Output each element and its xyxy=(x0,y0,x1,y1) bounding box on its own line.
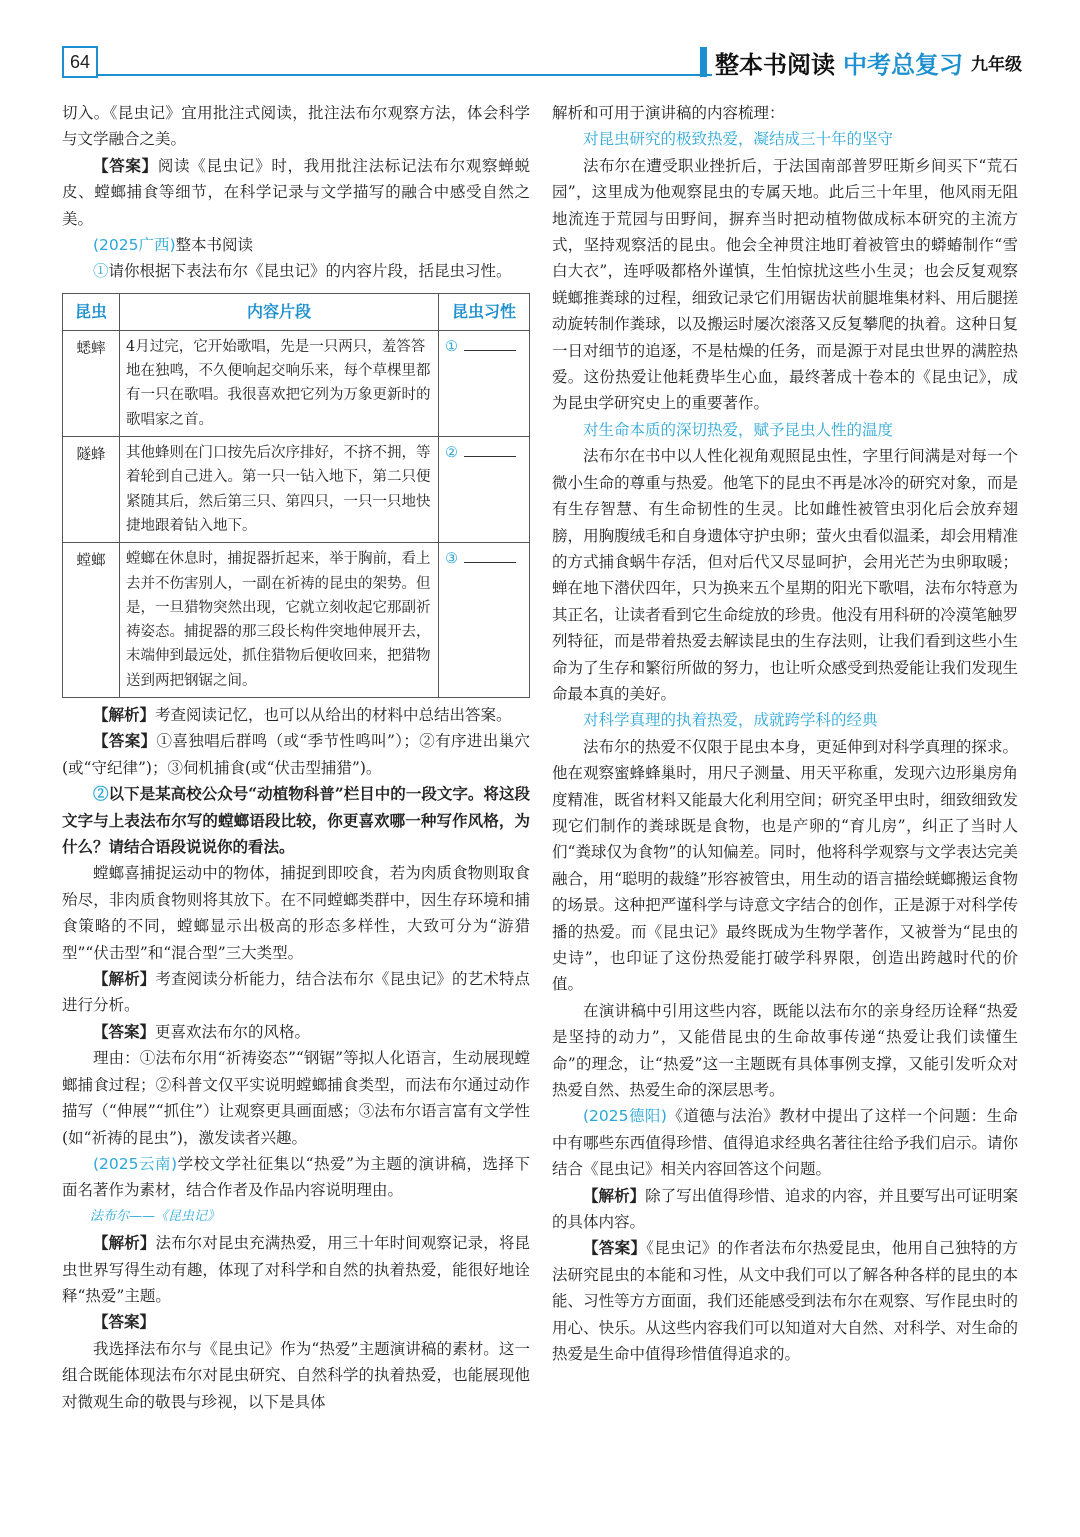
answer-1 xyxy=(62,153,530,232)
subheading-3: 对科学真理的执着热爱，成就跨学科的经典 xyxy=(583,711,878,730)
answer-blank xyxy=(464,442,516,457)
brand-grade: 九年级 xyxy=(971,54,1022,75)
brand-title-1: 整本书阅读 xyxy=(715,50,835,79)
brand-bar xyxy=(700,47,707,77)
science-quote: 螳螂喜捕捉运动中的物体，捕捉到即咬食，若为肉质食物则取食殆尽，非肉质食物则将其放下。在不同螳螂类群中，因生存环境和捕食策略的不同，螳螂显示出极高的形态多样性，大致可分为“游猎型”“伏击型”和“混合型”三大类型。 xyxy=(62,864,530,962)
analysis-text: 法布尔对昆虫充满热爱，用三十年时间观察记录，将昆虫世界写得生动有趣，体现了对科学和自然的执着热爱，能很好地诠释“热爱”主题。 xyxy=(62,1234,530,1305)
intro-paragraph: 切入。《昆虫记》宜用批注式阅读，批注法布尔观察方法，体会科学与文学融合之美。 xyxy=(62,104,530,149)
question-3 xyxy=(62,1151,530,1204)
analysis-text: 考查阅读分析能力，结合法布尔《昆虫记》的艺术特点进行分析。 xyxy=(62,970,530,1015)
analysis-2 xyxy=(62,966,530,1019)
answer-5 xyxy=(552,1235,1018,1367)
insect-table xyxy=(62,293,530,698)
question-text: 《道德与法治》教材中提出了这样一个问题：生命中有哪些东西值得珍惜、值得追求经典名著往往给予我们启示。请你结合《昆虫记》相关内容回答这个问题。 xyxy=(552,1107,1018,1179)
question-4 xyxy=(552,1103,1018,1182)
answer-tag: 【答案】 xyxy=(93,1021,156,1041)
question-title: 整本书阅读 xyxy=(175,236,254,255)
question-2-1 xyxy=(62,258,530,284)
answer-text: 更喜欢法布尔的风格。 xyxy=(155,1022,311,1041)
answer-tag: 【答案】 xyxy=(93,1312,156,1332)
answer-blank xyxy=(464,548,516,563)
analysis-tag: 【解析】 xyxy=(93,705,156,724)
content-fragment: 4月过完，它开始歌唱，先是一只两只，羞答答地在独鸣，不久便响起交响乐来，每个草棵里都有一只在歌唱。我很喜欢把它列为万象更新时的歌唱家之首。 xyxy=(120,330,439,436)
habit-blank xyxy=(439,543,530,698)
analysis-4 xyxy=(552,1183,1018,1236)
question-text: 请你根据下表法布尔《昆虫记》的内容片段，括昆虫习性。 xyxy=(108,262,512,281)
analysis-tag: 【解析】 xyxy=(93,969,156,989)
answer-text: ①喜独唱后群鸣（或“季节性鸣叫”）；②有序进出巢穴(或“守纪律”)；③伺机捕食(或“伏击型捕猎”)。 xyxy=(62,732,530,777)
section-3-text: 法布尔的热爱不仅限于昆虫本身，更延伸到对科学真理的探求。他在观察蜜蜂蜂巢时，用尺子测量、用天平称重，发现六边形巢房角度精准，既省材料又能最大化利用空间；研究圣甲虫时，细致细致发现它们制作的粪球既是食物，也是产卵的“育儿房”，纠正了当时人们“粪球仅为食物”的认知偏差。同时，他将科学观察与文学表达完美融合，用“聪明的裁缝”形容被管虫，用生动的语言描绘蜣螂搬运食物的场景。这种把严谨科学与诗意文字结合的创作，正是源于对科学传播的热爱。而《昆虫记》最终既成为生物学著作，又被誉为“昆虫的史诗”，也印证了这份热爱能打破学科界限，创造出跨越时代的价值。 xyxy=(552,737,1018,994)
analysis-tag: 【解析】 xyxy=(583,1185,646,1205)
analysis-tag: 【解析】 xyxy=(93,1233,156,1253)
content-fragment: 其他蜂则在门口按先后次序排好，不挤不拥，等着轮到自己进入。第一只一钻入地下，第二只便紧随其后，然后第三只、第四只，一只一只地快捷地跟着钻入地下。 xyxy=(120,437,439,543)
analysis-text: 除了写出值得珍惜、追求的内容，并且要写出可证明案的具体内容。 xyxy=(552,1186,1018,1232)
analysis-text: 考查阅读记忆，也可以从给出的材料中总结出答案。 xyxy=(155,706,512,724)
section-2-text: 法布尔在书中以人性化视角观照昆虫性，字里行间满是对每一个微小生命的尊重与热爱。他笔下的昆虫不再是冰冷的研究对象，而是有生存智慧、有生命韧性的生灵。比如雌性被管虫羽化后会放弃翅膀，用胸腹绒毛和自身遗体守护虫卵；萤火虫看似温柔，却会用精准的方式捕食蜗牛存活，但对后代又尽显呵护，会用光芒为虫卵取暖；蝉在地下潜伏四年，只为换来五个星期的阳光下歌唱，法布尔特意为其正名，让读者看到它生命绽放的珍贵。他没有用科研的冷漠笔触罗列特征，而是带着热爱去解读昆虫的生存法则，让我们看到这些小生命为了生存和繁衍所做的努力，也让听众感受到热爱能让我们发现生命最本真的美好。 xyxy=(552,447,1018,703)
question-2-heading xyxy=(62,232,530,258)
blank-number: ② xyxy=(445,445,458,462)
question-number: ① xyxy=(93,262,109,281)
closing-paragraph: 在演讲稿中引用这些内容，既能以法布尔的亲身经历诠释“热爱是坚持的动力”，又能借昆虫的生命故事传递“热爱让我们读懂生命”的理念，让“热爱”这一主题既有具体事例支撑，又能引发听众对热爱自然、热爱生命的深层思考。 xyxy=(552,1001,1018,1100)
table-header: 昆虫习性 xyxy=(439,293,530,330)
insect-name: 螳螂 xyxy=(63,543,120,698)
question-text: 以下是某高校公众号“动植物科普”栏目中的一段文字。将这段文字与上表法布尔写的螳螂语段比较，你更喜欢哪一种写作风格，为什么？请结合语段说说你的看法。 xyxy=(62,784,530,857)
answer-tag: 【答案】 xyxy=(93,155,158,175)
blank-number: ① xyxy=(445,338,458,355)
question-number: ② xyxy=(93,784,109,804)
answer-text: 《昆虫记》的作者法布尔热爱昆虫，他用自己独特的方法研究昆虫的本能和习性，从文中我们可以了解各种各样的昆虫的本能、习性等方方面面，我们还能感受到法布尔在观察、写作昆虫时的用心、快乐。从这些内容我们可以知道对大自然、对科学、对生命的热爱是生命中值得珍惜值得追求的。 xyxy=(552,1239,1018,1364)
answer-4-text: 我选择法布尔与《昆虫记》作为“热爱”主题演讲稿的素材。这一组合既能体现法布尔对昆虫研究、自然科学的执着热爱，也能展现他对微观生命的敬畏与珍视，以下是具体 xyxy=(62,1339,530,1411)
blank-number: ③ xyxy=(445,551,458,568)
subheading-1: 对昆虫研究的极致热爱，凝结成三十年的坚守 xyxy=(583,130,894,149)
section-1-text: 法布尔在遭受职业挫折后，于法国南部普罗旺斯乡间买下“荒石园”，这里成为他观察昆虫的专属天地。此后三十年里，他风雨无阻地流连于荒园与田野间，摒弃当时把动植物做成标本研究的主流方式，坚持观察活的昆虫。他会全神贯注地盯着被管虫的蟒蝽制作“雪白大衣”，连呼吸都格外谨慎，生怕惊扰这些小生灵；也会反复观察蜣螂推粪球的过程，细致记录它们用锯齿状前腿堆集材料、用后腿搓动旋转制作粪球，以及搬运时屡次滚落又反复攀爬的执着。这种日复一日对细节的追逐，不是枯燥的任务，而是源于对昆虫世界的满腔热爱。这份热爱让他耗费毕生心血，最终著成十卷本的《昆虫记》，成为昆虫学研究史上的重要著作。 xyxy=(552,156,1018,413)
insect-name: 蟋蟀 xyxy=(63,330,120,436)
question-material: 法布尔——《昆虫记》 xyxy=(90,1208,221,1224)
subheading-2: 对生命本质的深切热爱，赋予昆虫人性的温度 xyxy=(583,420,894,439)
answer-blank xyxy=(464,336,516,351)
answer-reason: 理由：①法布尔用“祈祷姿态”“钢锯”等拟人化语言，生动展现螳螂捕食过程；②科普文仅平实说明螳螂捕食类型，而法布尔通过动作描写（“伸展”“抓住”）让观察更具画面感；③法布尔语言富有文学性(如“祈祷的昆虫”)，激发读者兴趣。 xyxy=(62,1049,530,1147)
left-column xyxy=(62,100,530,1415)
table-row xyxy=(63,543,530,698)
analysis-3 xyxy=(62,1230,530,1309)
answer-4-tag xyxy=(62,1309,530,1335)
right-column xyxy=(552,100,1018,1368)
habit-blank xyxy=(439,330,530,436)
brand-title-2: 中考总复习 xyxy=(843,50,963,79)
book-brand xyxy=(700,44,1022,80)
answer-text: 阅读《昆虫记》时，我用批注法标记法布尔观察蝉蜕皮、螳螂捕食等细节，在科学记录与文学描写的融合中感受自然之美。 xyxy=(62,156,530,228)
question-source: (2025广西) xyxy=(93,236,176,255)
header-rule xyxy=(96,74,712,76)
page-header xyxy=(62,44,1022,80)
answer-tag: 【答案】 xyxy=(93,731,157,751)
answer-tag: 【答案】 xyxy=(583,1238,647,1258)
question-2-2 xyxy=(62,781,530,860)
question-text: 学校文学社征集以“热爱”为主题的演讲稿，选择下面名著作为素材，结合作者及作品内容说明理由。 xyxy=(62,1154,530,1200)
question-source: (2025德阳) xyxy=(583,1107,667,1126)
answer-2 xyxy=(62,728,530,781)
table-header-row xyxy=(63,293,530,330)
question-source: (2025云南) xyxy=(93,1154,178,1173)
analysis-1 xyxy=(62,702,530,728)
page-number: 64 xyxy=(62,46,98,78)
content-fragment: 螳螂在休息时，捕捉器折起来，举于胸前，看上去并不伤害别人，一副在祈祷的昆虫的架势。但是，一旦猎物突然出现，它就立刻收起它那副祈祷姿态。捕捉器的那三段长构件突地伸展开去，末端伸到最远处，抓住猎物后便收回来，把猎物送到两把钢锯之间。 xyxy=(120,543,439,698)
answer-3 xyxy=(62,1019,530,1045)
insect-name: 隧蜂 xyxy=(63,437,120,543)
table-header: 昆虫 xyxy=(63,293,120,330)
habit-blank xyxy=(439,437,530,543)
table-row xyxy=(63,437,530,543)
table-header: 内容片段 xyxy=(120,293,439,330)
table-row xyxy=(63,330,530,436)
continuation-paragraph: 解析和可用于演讲稿的内容梳理： xyxy=(552,104,785,122)
